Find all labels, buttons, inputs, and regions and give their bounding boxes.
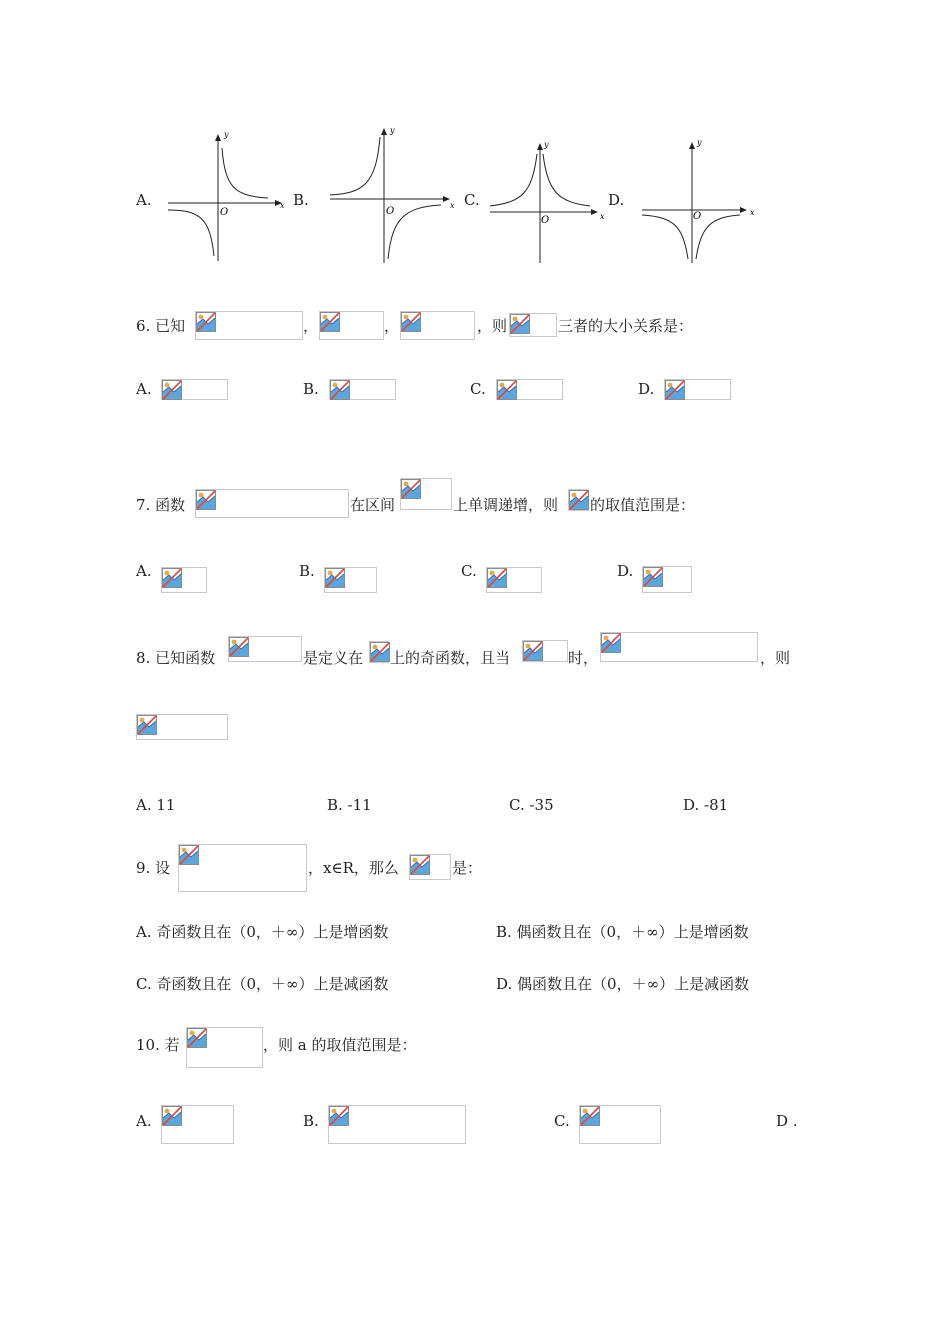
q8-option-c: C. -35 — [509, 796, 554, 814]
q5-d-origin-label: O — [693, 211, 702, 222]
q9-function-image — [178, 844, 307, 892]
broken-image-icon — [330, 380, 350, 400]
q8-odd: 上的奇函数，且当 — [390, 649, 511, 667]
q7-interval-image — [400, 478, 452, 510]
q7-variable-image — [568, 489, 589, 511]
q6-formula-a-image — [195, 311, 303, 340]
q8-option-a: A. 11 — [136, 796, 176, 814]
q5-graph-c — [488, 140, 613, 265]
broken-image-icon — [580, 1106, 600, 1126]
q6-option-b-label: B. — [303, 380, 319, 398]
q5-c-y-label: y — [544, 140, 549, 149]
q7-option-a-image — [161, 567, 207, 593]
q6-option-a-image — [161, 379, 228, 400]
q6-option-c-label: C. — [470, 380, 486, 398]
q6-sep2: ， — [384, 317, 400, 335]
q10-option-a-image — [161, 1105, 234, 1144]
q7-option-b-label: B. — [299, 562, 315, 580]
q6-sep1: ， — [303, 317, 319, 335]
q10-option-b-label: B. — [303, 1112, 319, 1130]
broken-image-icon — [162, 380, 182, 400]
q10-option-b-image — [328, 1105, 466, 1144]
broken-image-icon — [325, 568, 345, 588]
broken-image-icon — [162, 568, 182, 588]
q6-formula-b-image — [319, 311, 384, 340]
q8-expression-image — [136, 714, 228, 740]
broken-image-icon — [643, 567, 663, 587]
q5-b-y-label: y — [390, 126, 395, 135]
q9-option-d: D. 偶函数且在（0，＋∞）上是减函数 — [496, 975, 750, 993]
q6-then: ，则 — [477, 317, 508, 335]
q5-graph-d — [640, 135, 760, 265]
q6-suffix: 三者的大小关系是： — [558, 317, 694, 335]
q6-option-b-image — [329, 379, 396, 400]
q8-option-b: B. -11 — [327, 796, 372, 814]
broken-image-icon — [665, 380, 685, 400]
q9-option-c: C. 奇函数且在（0，＋∞）上是减函数 — [136, 975, 389, 993]
q7-in-interval: 在区间 — [350, 496, 396, 514]
q7-function-image — [195, 489, 349, 518]
q8-defined-on: 是定义在 — [303, 649, 364, 667]
q10-option-c-image — [579, 1105, 661, 1144]
broken-image-icon — [410, 855, 430, 875]
broken-image-icon — [497, 380, 517, 400]
q5-graph-a — [165, 128, 290, 263]
q8-definition-image — [600, 632, 758, 662]
q6-option-c-image — [496, 379, 563, 400]
q6-option-d-label: D. — [638, 380, 655, 398]
q10-prefix: 10. 若 — [136, 1036, 180, 1054]
q8-when: 时， — [568, 649, 599, 667]
q6-prefix: 6. 已知 — [136, 317, 186, 335]
q7-option-d-label: D. — [617, 562, 634, 580]
broken-image-icon — [179, 845, 199, 865]
q8-option-d: D. -81 — [683, 796, 729, 814]
q8-condition-image — [522, 640, 568, 662]
q5-a-origin-label: O — [220, 207, 229, 218]
q9-prefix: 9. 设 — [136, 859, 171, 877]
broken-image-icon — [196, 490, 216, 510]
q5-d-y-label: y — [697, 138, 702, 147]
broken-image-icon — [601, 633, 621, 653]
broken-image-icon — [162, 1106, 182, 1126]
q7-option-b-image — [324, 567, 377, 593]
q5-option-d-label: D. — [608, 191, 625, 209]
broken-image-icon — [137, 715, 157, 735]
q6-option-a-label: A. — [136, 380, 152, 398]
q5-a-x-label: x — [280, 201, 285, 210]
broken-image-icon — [329, 1106, 349, 1126]
q7-prefix: 7. 函数 — [136, 496, 186, 514]
broken-image-icon — [401, 479, 421, 499]
q7-option-c-label: C. — [461, 562, 477, 580]
broken-image-icon — [196, 312, 216, 332]
q10-inequality-image — [186, 1027, 263, 1068]
q10-option-d-label: D . — [776, 1112, 798, 1130]
q5-graph-b — [328, 125, 463, 265]
q7-range: 的取值范围是： — [590, 496, 696, 514]
q7-option-a-label: A. — [136, 562, 152, 580]
q5-c-origin-label: O — [541, 215, 550, 226]
broken-image-icon — [510, 314, 530, 334]
q10-option-c-label: C. — [554, 1112, 570, 1130]
q5-option-b-label: B. — [293, 191, 309, 209]
q10-option-a-label: A. — [136, 1112, 152, 1130]
broken-image-icon — [487, 568, 507, 588]
q6-formula-c-image — [400, 311, 475, 340]
broken-image-icon — [229, 637, 249, 657]
q5-b-x-label: x — [450, 201, 455, 210]
q5-option-c-label: C. — [464, 191, 480, 209]
q9-option-b: B. 偶函数且在（0，＋∞）上是增函数 — [496, 923, 749, 941]
q5-d-x-label: x — [750, 208, 755, 217]
q8-prefix: 8. 已知函数 — [136, 649, 216, 667]
q5-c-x-label: x — [600, 212, 605, 221]
broken-image-icon — [320, 312, 340, 332]
q5-a-y-label: y — [224, 130, 229, 139]
broken-image-icon — [187, 1028, 207, 1048]
q6-option-d-image — [664, 379, 731, 400]
q7-option-d-image — [642, 566, 692, 593]
q10-range: ，则 a 的取值范围是： — [263, 1036, 417, 1054]
q6-abc-image — [509, 313, 557, 337]
q9-is: 是： — [452, 859, 483, 877]
q5-option-a-label: A. — [136, 191, 152, 209]
q7-option-c-image — [486, 567, 542, 593]
q8-then: ，则 — [760, 649, 791, 667]
broken-image-icon — [523, 641, 543, 661]
q9-domain: ，x∈R，那么 — [308, 859, 399, 877]
q8-domain-image — [369, 641, 389, 663]
broken-image-icon — [401, 312, 421, 332]
q8-function-image — [228, 636, 302, 662]
q7-monotone: 上单调递增，则 — [453, 496, 559, 514]
broken-image-icon — [370, 642, 390, 662]
q9-option-a: A. 奇函数且在（0，＋∞）上是增函数 — [136, 923, 389, 941]
broken-image-icon — [569, 490, 589, 510]
q5-b-origin-label: O — [386, 206, 395, 217]
q9-fx-image — [409, 854, 451, 880]
